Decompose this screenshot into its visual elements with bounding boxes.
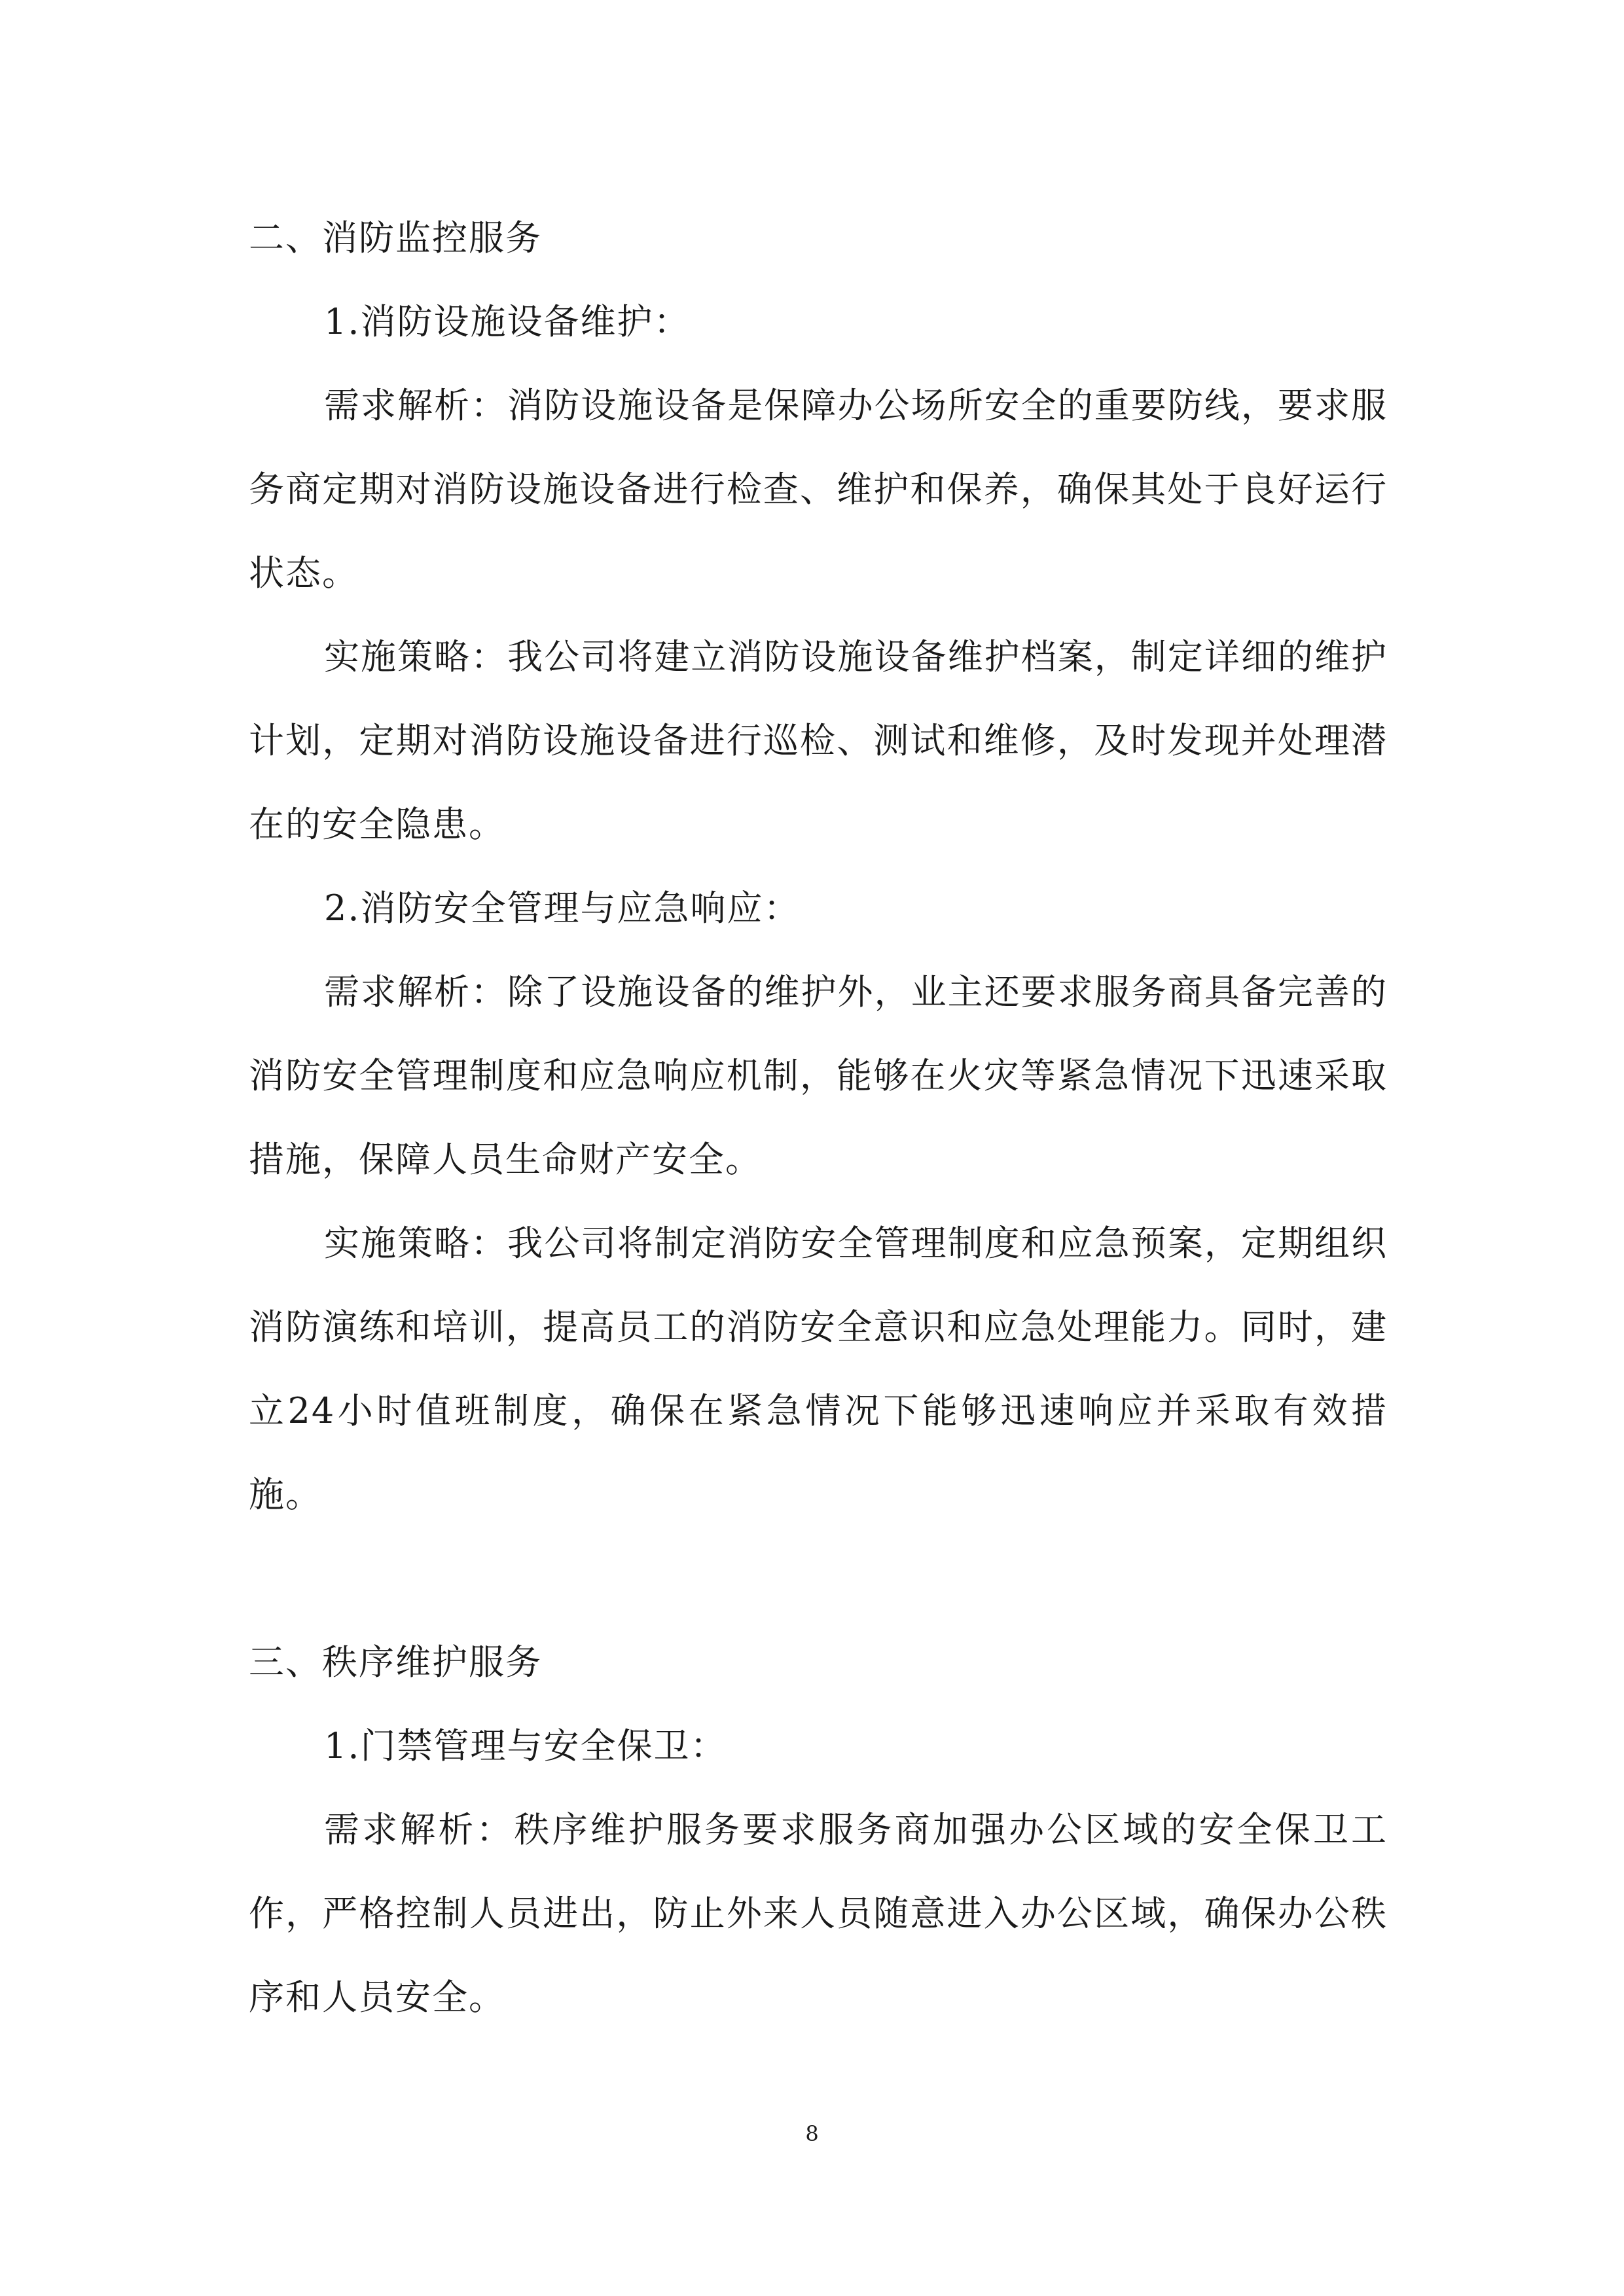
subheading-access-control: 1.门禁管理与安全保卫： bbox=[324, 1725, 727, 1767]
subheading-facility-maintenance: 1.消防设施设备维护： bbox=[324, 301, 691, 342]
paragraph-implementation-strategy: 实施策略：我公司将制定消防安全管理制度和应急预案，定期组织消防演练和培训，提高员工的消防安全意识和应急处理能力。同时，建立24小时值班制度，确保在紧急情况下能够迅速响应并采取有效措施。 bbox=[249, 1223, 1388, 1515]
paragraph-requirement-analysis: 需求解析：消防设施设备是保障办公场所安全的重要防线，要求服务商定期对消防设施设备进行检查、维护和保养，确保其处于良好运行状态。 bbox=[249, 385, 1388, 594]
page-number: 8 bbox=[805, 2121, 819, 2146]
paragraph-implementation-strategy: 实施策略：我公司将建立消防设施设备维护档案，制定详细的维护计划，定期对消防设施设备进行巡检、测试和维修，及时发现并处理潜在的安全隐患。 bbox=[249, 636, 1388, 845]
document-page bbox=[249, 196, 1388, 2039]
subheading-safety-management: 2.消防安全管理与应急响应： bbox=[324, 888, 801, 929]
section-heading-fire-monitoring: 二、消防监控服务 bbox=[249, 217, 542, 259]
section-heading-order-maintenance: 三、秩序维护服务 bbox=[249, 1641, 542, 1683]
paragraph-requirement-analysis: 需求解析：除了设施设备的维护外，业主还要求服务商具备完善的消防安全管理制度和应急响应机制，能够在火灾等紧急情况下迅速采取措施，保障人员生命财产安全。 bbox=[249, 971, 1388, 1180]
paragraph-requirement-analysis: 需求解析：秩序维护服务要求服务商加强办公区域的安全保卫工作，严格控制人员进出，防止外来人员随意进入办公区域，确保办公秩序和人员安全。 bbox=[249, 1809, 1388, 2018]
